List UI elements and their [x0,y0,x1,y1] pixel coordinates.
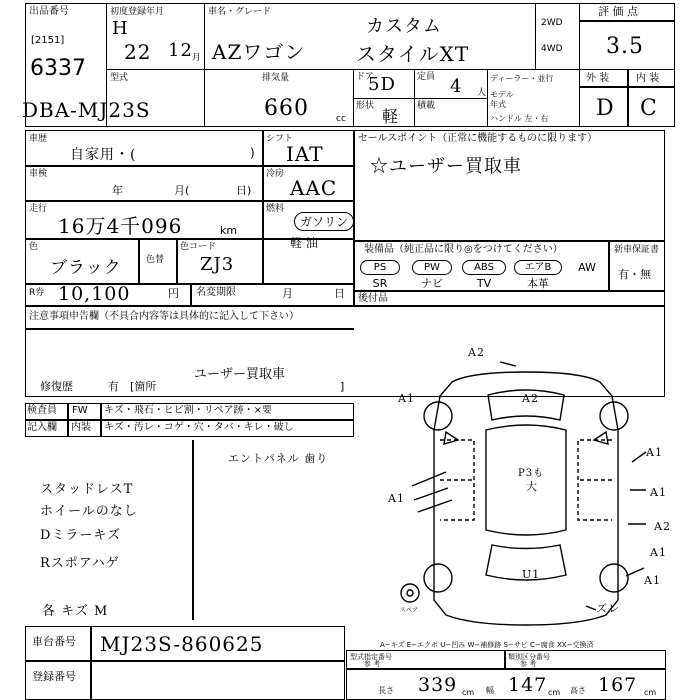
grade-line1: カスタム [366,16,442,37]
mark-p3-sub: 大 [526,480,538,493]
model-value: DBA-MJ23S [22,98,151,122]
mileage-unit: km [220,224,238,237]
cap-label: 定員 [417,72,436,82]
notes-label: 注意事項申告欄（不具合内容等は具体的に記入して下さい） [29,311,299,322]
sales-label: セールスポイント（正常に機能するものに限ります） [358,133,598,144]
width-label: 幅 [486,686,494,695]
month-unit: 月 [192,53,202,63]
cap-value: 4 [450,76,463,97]
equip-sr: SR [372,277,388,290]
cert-label-2: 類別区分番号 [508,653,550,661]
equip-airbag: エアB [514,260,562,275]
score-value: 3.5 [606,34,644,59]
lot-number: 6337 [30,56,86,81]
cap-unit: 人 [477,88,487,98]
color-code: ZJ3 [200,254,235,275]
mark-p3: P3も [518,468,545,479]
diagram-legend: A−キズ E−エクボ U−凹み W−補修跡 S−サビ C−腐食 XX−交換済 [380,641,594,649]
lot-label: 出品番号 [29,6,69,17]
int-items: キズ・汚レ・コゲ・穴・タバ・キレ・破し [104,422,294,433]
spare-tire [401,584,419,602]
inspection-day: 日) [236,184,252,197]
mark-a2-right: A2 [654,520,671,533]
color-code-label: 色コード [180,242,217,252]
mark-a1-right-4: A1 [644,574,661,587]
inspection-year: 年 [112,184,123,197]
spare-label: スペア [400,607,419,614]
color-value: ブラック [50,258,122,278]
wheel-rear-right [600,564,628,592]
length-unit: cm [462,688,475,697]
inspector-label-1: 検査員 [27,405,57,416]
reg-label: 初度登録年月 [110,7,165,17]
mark-a2-top: A2 [468,346,485,359]
repair-spot: [箇所 [130,380,157,393]
fw-items: キズ・飛石・ヒビ割・リペア跡・×要 [104,405,272,416]
mark-zure: ズレ [596,602,620,615]
history-label: 車歴 [29,134,48,144]
handle-label: ハンドル 左・右 [490,114,549,123]
equip-abs: ABS [462,260,506,275]
model-year-label: モデル年式 [490,90,514,109]
mileage-value: 16万4千096 [58,214,183,238]
inspector-label-2: 記入欄 [27,422,57,433]
ref-label-2: 参 考 [520,660,537,668]
inspection-label: 車検 [29,169,48,179]
vin-label: 車台番号 [32,635,76,648]
aftermarket-label: 後付品 [358,293,388,304]
fuel-gas: ガソリン [294,212,354,231]
shaken-label: 新車保証書 [614,245,660,255]
recycle-value: 10,100 [58,283,131,305]
cool-value: AAC [290,176,338,200]
door-label: ドア [356,72,374,82]
mark-a1-right-1: A1 [646,446,663,459]
name-label: 車名・グレード [208,7,272,17]
note-left-1: スタッドレスT [40,482,134,497]
era: H [112,18,129,39]
width-unit: cm [548,688,561,697]
dealer-label: ディーラー・並行 [490,74,554,83]
equip-aw: AW [578,261,596,274]
fw-label: FW [72,405,88,416]
inspection-month: 月( [174,184,190,197]
repair-close: ] [340,380,345,393]
length-label: 長さ [378,686,394,695]
mark-u1: U1 [522,568,541,581]
equip-pw: PW [412,260,452,275]
equip-navi: ナビ [421,277,443,290]
disp-label: 排気量 [262,73,290,83]
disp-value: 660 [264,96,309,121]
height-value: 167 [598,674,638,696]
shift-label: シフト [266,134,294,144]
mark-a1-left-2: A1 [388,492,405,505]
note-left-3: Dミラーキズ [40,528,122,543]
mirror-right [594,432,608,444]
repair-value: 有 [108,380,119,393]
length-value: 339 [418,674,458,696]
height-label: 高さ [570,686,586,695]
mark-a1-right-3: A1 [650,546,667,559]
cool-label: 冷房 [266,169,285,179]
door-value: 5D [368,74,396,95]
disp-unit: cc [336,114,346,124]
shape-label: 形状 [356,101,375,111]
sales-point: ☆ユーザー買取車 [370,156,522,177]
score-label: 評 価 点 [598,5,638,18]
shape-value: 軽 [382,107,400,126]
footer-col [90,626,92,700]
shift-value: IAT [286,142,324,166]
reg-month: 12 [168,40,193,61]
model-label: 型式 [110,73,129,83]
fuel-label: 燃料 [266,204,285,214]
int-label-row: 内装 [71,422,91,433]
spare-hub [407,590,413,596]
ext-grade: D [596,96,615,121]
footer-divider [25,660,345,662]
equip-leather: 本革 [527,277,549,290]
height-unit: cm [644,688,657,697]
load-label: 積載 [417,101,436,111]
grade-line2: スタイルXT [356,42,470,66]
name-change-day: 日 [334,287,345,300]
reg-number-label: 登録番号 [32,670,76,683]
wheel-rear-left [424,564,452,592]
note-bottom: 各 キズ M [42,604,109,619]
name-change-month: 月 [282,287,293,300]
name-change-label: 名変期限 [196,287,236,298]
car-body-outline [434,372,618,625]
width-value: 147 [508,674,548,696]
recycle-label: R券 [29,288,45,298]
mark-a2-roof: A2 [522,392,539,405]
size-divider [346,668,666,670]
equip-label: 装備品（純正品に限り◎をつけてください） [364,244,563,255]
note-left-4: Rスポアハゲ [40,556,120,571]
recycle-unit: 円 [168,287,179,300]
color-change-label: 色替 [146,255,165,265]
reg-year: 22 [124,40,152,64]
equip-tv: TV [476,277,492,290]
color-label: 色 [29,242,39,252]
shaken-value: 有・無 [618,268,651,281]
note-right-top: エントパネル 歯り [228,452,329,465]
mirror-left [444,432,458,444]
drive-4wd: 4WD [541,44,563,54]
history-close: ) [250,146,255,160]
int-grade: C [640,96,658,121]
vin-value: MJ23S-860625 [100,632,264,656]
cert-label-1: 型式指定番号 [350,653,392,661]
int-label: 内 装 [636,73,660,84]
equip-ps: PS [360,260,400,275]
mileage-label: 走行 [29,204,48,214]
car-name: AZワゴン [212,40,306,64]
mark-a1-left: A1 [398,392,415,405]
ext-label: 外 装 [586,73,610,84]
mark-a1-right-2: A1 [650,486,667,499]
auction-code: [2151] [31,35,65,46]
note-left-2: ホイールのなし [40,504,138,519]
ref-label-1: 参 考 [364,660,381,668]
fuel-diesel: 軽 油 [290,236,318,250]
history-value: 自家用・( [70,147,137,163]
repair-label: 修復歴 [40,380,73,393]
drive-2wd: 2WD [541,18,563,28]
notes-text: ユーザー買取車 [194,367,286,382]
size-mid [504,650,506,668]
